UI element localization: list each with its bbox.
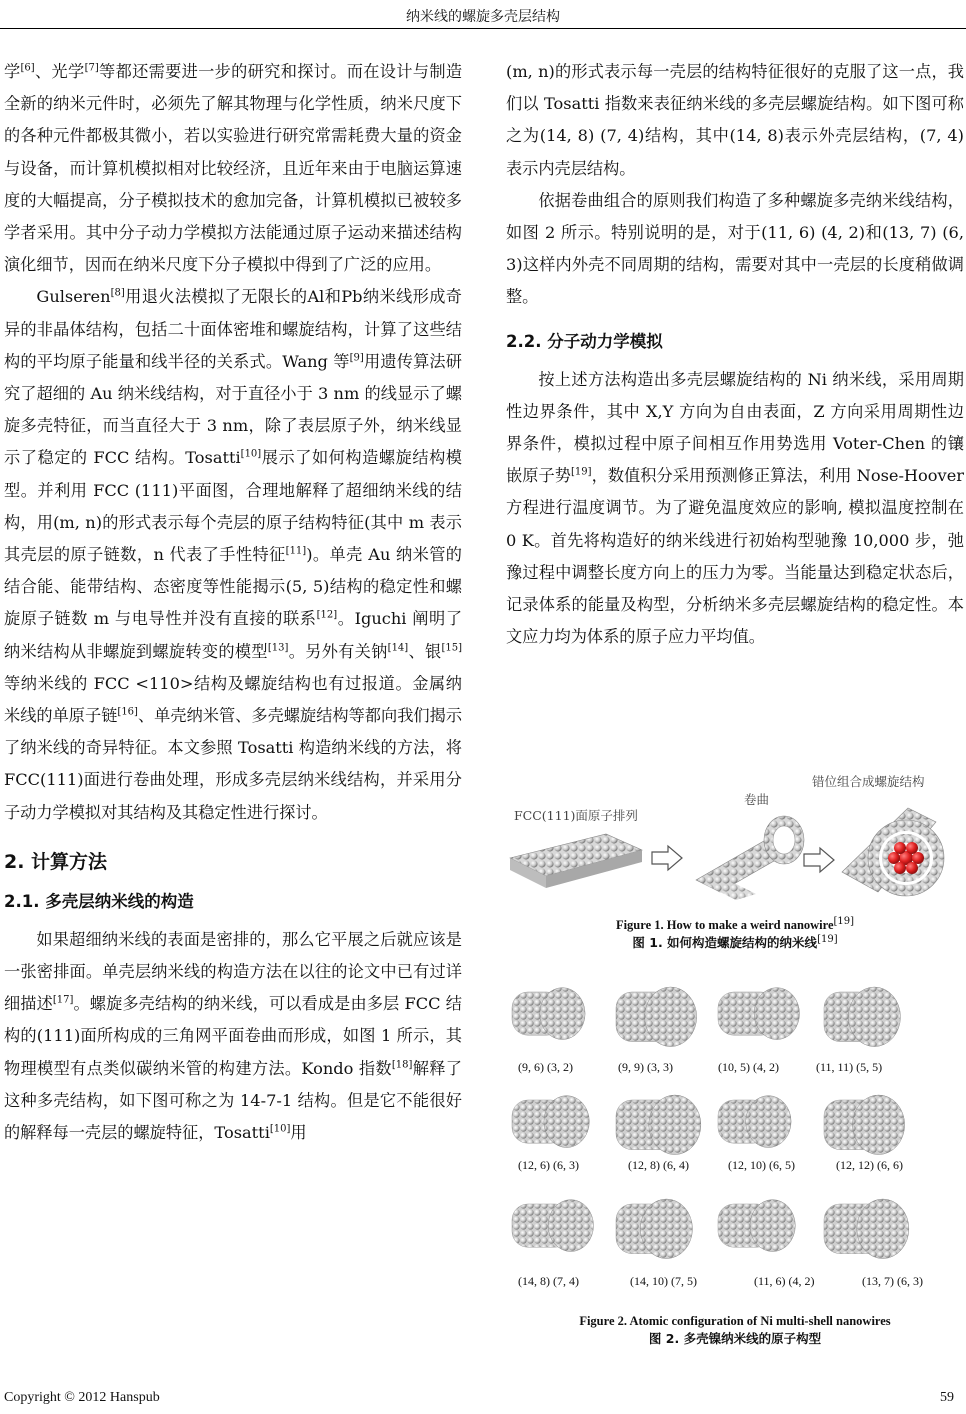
citation-ref: [9] xyxy=(349,352,364,364)
text-run: (m, n)的形式表示每一壳层的结构特征很好的克服了这一点，我们以 Tosatti 指数来表征纳米线的多壳层螺旋结构。如下图可称之为(14, 8) (7, 4)结构，其中(14, 8)表示外壳层结构，(7, 4)表示内壳层结构。 xyxy=(506,62,964,178)
nanowire-label: (12, 8) (6, 4) xyxy=(628,1158,689,1172)
nanowire-model xyxy=(616,1095,701,1155)
citation-ref: [16] xyxy=(117,706,138,718)
citation-ref: [14] xyxy=(387,642,409,654)
citation-ref: [18] xyxy=(391,1059,413,1071)
nanowire-label: (13, 7) (6, 3) xyxy=(862,1274,923,1288)
figure-1-caption-zh-ref: [19] xyxy=(817,933,838,945)
section-heading-2: 2. 计算方法 xyxy=(4,850,108,873)
running-title: 纳米线的螺旋多壳层结构 xyxy=(406,9,560,25)
citation-ref: [11] xyxy=(285,545,307,557)
text-run: 等都还需要进一步的研究和探讨。而在设计与制造全新的纳米元件时，必须先了解其物理与化学性质，纳米尺度下的各种元件都极其微小，若以实验进行研究常需耗费大量的资金与设备，而计算机模拟相对比较经济，且近年来由于电脑运算速度的大幅提高，分子模拟技术的愈加完备，计算机模拟已被较多学者采用。其中分子动力学模拟方法能通过原子运动来描述结构演化细节，因而在纳米尺度下分子模拟中得到了广泛的应用。 xyxy=(4,62,463,275)
nanowire-model xyxy=(512,988,585,1040)
figure-1-label-combine: 错位组合成螺旋结构 xyxy=(812,774,925,789)
figure-1-label-curl: 卷曲 xyxy=(744,792,770,807)
nanowire-model xyxy=(718,1096,791,1148)
text-run: ，数值积分采用预测修正算法，利用 Nose-Hoover 方程进行温度调节。为了避免温度效应的影响, 模拟温度控制在 0 K。首先将构造好的纳米线进行初始构型驰豫 10,000 步，弛豫过程中调整长度方向上的压力为零。当能量达到稳定状态后，记录体系的能量及构型，分析纳米多壳层螺旋结构的稳定性。本文应力均为体系的原子应力平均值。 xyxy=(506,466,965,647)
text-run: 、单壳纳米管、多壳螺旋结构等都向我们揭示了纳米线的奇异特征。本文参照 Tosatti 构造纳米线的方法，将 FCC(111)面进行卷曲处理，形成多壳层纳米线结构，并采用分子动力学模拟对其结构及其稳定性进行探讨。 xyxy=(4,706,463,822)
text-run: 依据卷曲组合的原则我们构造了多种螺旋多壳纳米线结构，如图 2 所示。特别说明的是，对于(11, 6) (4, 2)和(13, 7) (6, 3)这样内外壳不同周期的结构，需要对其中一壳层的长度稍做调整。 xyxy=(506,190,964,307)
right-paragraph-1 xyxy=(506,56,964,185)
nanowire-label: (11, 6) (4, 2) xyxy=(754,1274,815,1288)
text-run: 。另外有关钠 xyxy=(288,641,388,661)
nanowire-label: (11, 11) (5, 5) xyxy=(816,1060,883,1074)
figure-2-caption-zh xyxy=(506,1330,964,1347)
right-paragraph-3 xyxy=(506,364,964,654)
nanowire-label: (14, 10) (7, 5) xyxy=(630,1274,697,1288)
figure-1-label-fcc: FCC(111)面原子排列 xyxy=(514,808,638,823)
text-run: 用 xyxy=(290,1123,307,1143)
citation-ref: [7] xyxy=(84,62,99,74)
text-run: 等纳米线的 FCC <110>结构及螺旋结构也有过报道。金属纳米线的单原子链 xyxy=(4,673,462,726)
figure-2-caption-en xyxy=(506,1312,964,1330)
nanowire-model xyxy=(824,1095,905,1155)
footer-copyright: Copyright © 2012 Hanspub xyxy=(4,1390,160,1405)
footer-page-number: 59 xyxy=(940,1390,954,1405)
nanowire-model xyxy=(824,987,900,1047)
nanowire-model xyxy=(718,988,799,1040)
left-paragraph-1 xyxy=(4,56,462,281)
subsection-heading-2-1: 2.1. 多壳层纳米线的构造 xyxy=(4,891,194,911)
left-paragraph-3 xyxy=(4,924,462,1149)
nanowire-model xyxy=(718,1200,795,1252)
nanowire-label: (12, 6) (6, 3) xyxy=(518,1158,579,1172)
nanowire-label: (10, 5) (4, 2) xyxy=(718,1060,779,1074)
citation-ref: [6] xyxy=(20,62,35,74)
nanowire-label: (14, 8) (7, 4) xyxy=(518,1274,579,1288)
left-column xyxy=(4,56,462,1149)
text-run: 、银 xyxy=(408,641,442,661)
citation-ref: [19] xyxy=(570,466,592,478)
nanowire-label: (9, 9) (3, 3) xyxy=(618,1060,673,1074)
text-run: 学 xyxy=(4,62,21,81)
text-run: )。单壳 Au 纳米管的结合能、能带结构、态密度等性能揭示(5, 5)结构的稳定性和螺旋原子链数 m 与电导性并没有直接的联系 xyxy=(4,545,462,629)
citation-ref: [13] xyxy=(267,642,289,654)
text-run: 如果超细纳米线的表面是密排的，那么它平展之后就应该是一张密排面。单壳层纳米线的构造方法在以往的论文中已有过详细描述 xyxy=(4,929,462,1014)
citation-ref: [8] xyxy=(110,288,125,300)
citation-ref: [17] xyxy=(52,994,74,1006)
figure-2 xyxy=(506,978,964,1296)
citation-ref: [15] xyxy=(441,642,463,654)
text-run: Gulseren xyxy=(36,287,111,307)
figure-1-caption-en xyxy=(506,916,964,934)
nanowire-model xyxy=(616,1199,692,1259)
citation-ref: [10] xyxy=(240,449,262,461)
nanowire-model xyxy=(824,1199,909,1259)
left-paragraph-2 xyxy=(4,281,462,828)
nanowire-model xyxy=(616,987,697,1047)
figure-1-caption-en-text: Figure 1. How to make a weird nanowire xyxy=(615,918,834,932)
citation-ref: [12] xyxy=(316,610,338,622)
figure-2-nanowire-grid xyxy=(506,978,964,1296)
text-run: 按上述方法构造出多壳层螺旋结构的 Ni 纳米线，采用周期性边界条件，其中 X,Y 方向为自由表面，Z 方向采用周期性边界条件，模拟过程中原子间相互作用势选用 Voter-Chen 的镶嵌原子势 xyxy=(506,369,964,486)
right-paragraph-2 xyxy=(506,185,964,314)
text-run: 。Iguchi 阐明了纳米结构从非螺旋到螺旋转变的模型 xyxy=(4,609,463,661)
header-rule xyxy=(0,28,966,29)
figure-1-caption-zh xyxy=(506,934,964,951)
figure-1-caption-en-ref: [19] xyxy=(833,915,855,927)
right-column xyxy=(506,56,964,653)
figure-1-illustration xyxy=(506,774,964,908)
nanowire-label: (9, 6) (3, 2) xyxy=(518,1060,573,1074)
figure-1 xyxy=(506,774,964,908)
figure-2-caption-zh-text: 图 2. 多壳镍纳米线的原子构型 xyxy=(648,1331,822,1346)
nanowire-model xyxy=(512,1096,589,1148)
text-run: 解释了这种多壳结构，如下图可称之为 14-7-1 结构。但是它不能很好的解释每一壳层的螺旋特征，Tosatti xyxy=(4,1058,462,1143)
subsection-heading-2-2: 2.2. 分子动力学模拟 xyxy=(506,331,663,351)
figure-2-caption-en-text: Figure 2. Atomic configuration of Ni multi-shell nanowires xyxy=(579,1314,891,1328)
text-run: 展示了如何构造螺旋结构模型。并利用 FCC (111)平面图，合理地解释了超细纳米线的结构，用(m, n)的形式表示每个壳层的原子结构特征(其中 m 表示其壳层的原子链数，n 代表了手性特征 xyxy=(4,448,462,565)
text-run: 用遗传算法研究了超细的 Au 纳米线结构，对于直径小于 3 nm 的线显示了螺旋多壳特征，而当直径大于 3 nm，除了表层原子外，纳米线显示了稳定的 FCC 结构。Tosatti xyxy=(4,351,462,468)
text-run: 。螺旋多壳结构的纳米线，可以看成是由多层 FCC 结构的(111)面所构成的三角网平面卷曲而形成，如图 1 所示，其物理模型有点类似碳纳米管的构建方法。Kondo 指数 xyxy=(4,994,462,1078)
nanowire-label: (12, 12) (6, 6) xyxy=(836,1158,903,1172)
nanowire-model xyxy=(512,1200,593,1252)
nanowire-label: (12, 10) (6, 5) xyxy=(728,1158,795,1172)
text-run: 、光学 xyxy=(34,62,85,81)
citation-ref: [10] xyxy=(269,1123,291,1135)
figure-1-caption-zh-text: 图 1. 如何构造螺旋结构的纳米线 xyxy=(632,935,818,950)
text-run: 用退火法模拟了无限长的Al和Pb纳米线形成奇异的非晶体结构，包括二十面体密堆和螺旋结构，计算了这些结构的平均原子能量和线半径的关系式。Wang 等 xyxy=(4,287,462,371)
